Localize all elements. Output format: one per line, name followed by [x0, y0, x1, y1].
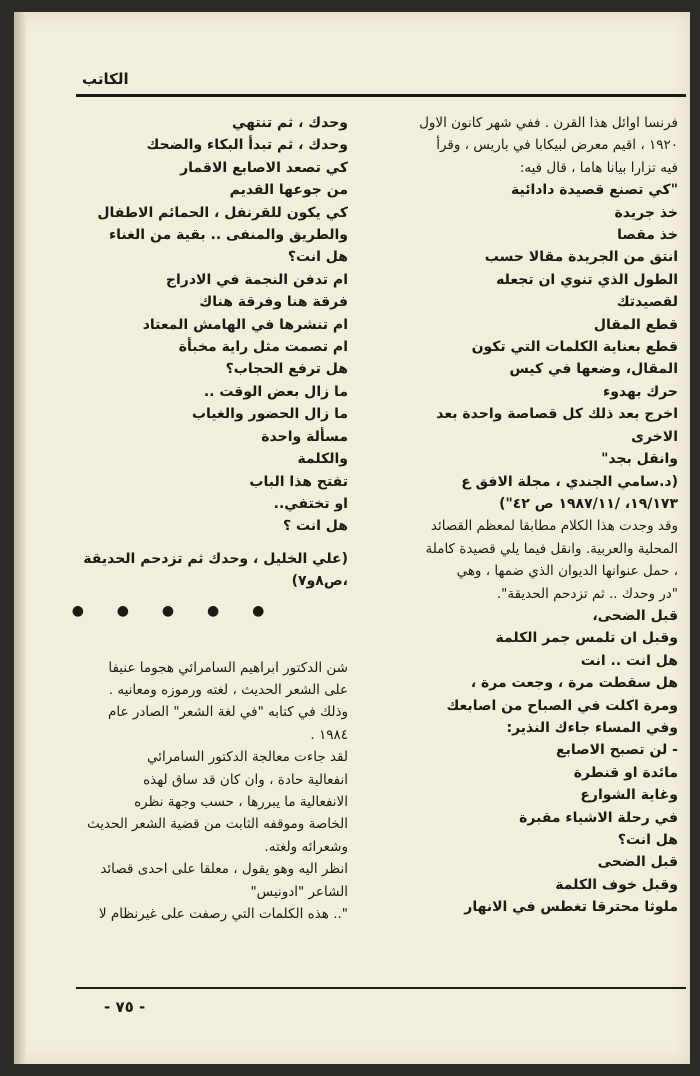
text-line: تفتح هذا الباب	[249, 473, 348, 490]
text-line: (علي الخليل ، وحدك ثم تزدحم الحديقة	[83, 550, 348, 567]
text-line: والطريق والمنفى .. بقية من الغناء	[109, 227, 348, 244]
right-text-column	[378, 112, 678, 919]
text-line: الطول الذي تنوي ان تجعله	[496, 271, 678, 288]
running-header-title: الكاتب	[82, 70, 129, 88]
text-line: ١٩٨٤ .	[310, 726, 348, 743]
text-line: ما زال الحضور والغياب	[191, 406, 348, 423]
text-line: لقد جاءت معالجة الدكتور السامرائي	[146, 749, 348, 766]
text-line: فيه تزارا بيانا هاما ، قال فيه:	[519, 159, 678, 176]
text-line: في رحلة الاشياء مقبرة	[519, 809, 678, 826]
text-line: هل انت؟	[287, 249, 348, 266]
text-line: "در وحدك .. ثم تزدحم الحديقة".	[496, 585, 678, 602]
page-spine-shadow	[14, 12, 26, 1064]
text-line: قبل الضحى	[597, 854, 678, 871]
text-line: المحلية والعربية. وانقل فيما يلي قصيدة كاملة	[425, 540, 678, 557]
text-line: قبل الضحى،	[592, 607, 678, 624]
section-separator: ● ● ● ● ●	[71, 602, 279, 619]
text-line: (د.سامي الجندي ، مجلة الافق ع	[461, 473, 678, 490]
text-line: ١٩/١٧٣، /١٩٨٧/١١ ص ٤٢")	[499, 495, 678, 512]
text-line: هل سقطت مرة ، وجعت مرة ،	[470, 675, 678, 692]
text-line: هل انت؟	[617, 832, 678, 848]
text-line: فرنسا اوائل هذا القرن . ففي شهر كانون الاول	[419, 115, 678, 131]
text-line: وحدك ، ثم تبدأ البكاء والضحك	[146, 137, 348, 154]
text-line: انفعالية حادة ، وان كان قد ساق لهذه	[143, 771, 348, 788]
text-line: المقال، وضعها في كيس	[509, 361, 678, 378]
text-line: كي يكون للقرنفل ، الحمائم الاطفال	[97, 204, 348, 221]
text-line: وانقل بجد"	[601, 451, 678, 468]
text-line: قطع المقال	[593, 316, 678, 333]
text-line: ،ص٨و٧)	[291, 573, 348, 590]
text-line: وحدك ، ثم تنتهي	[232, 115, 348, 131]
footer-rule	[76, 987, 686, 989]
text-line: ام تنشرها في الهامش المعتاد	[142, 316, 348, 333]
text-line: الاخرى	[631, 428, 678, 445]
text-line: "كي تصنع قصيدة دادائية	[510, 182, 678, 199]
text-line: وقبل خوف الكلمة	[555, 876, 678, 893]
text-line: شن الدكتور ابراهيم السامرائي هجوما عنيفا	[108, 659, 348, 676]
text-line: وفي المساء جاءك النذير:	[506, 719, 678, 736]
prose-block	[62, 657, 348, 926]
text-line: ١٩٢٠ ، اقيم معرض لبيكابا في باريس ، وقرأ	[436, 137, 678, 154]
text-line: ومرة اكلت في الصباح من اصابعك	[446, 697, 678, 714]
text-line: والكلمة	[297, 451, 348, 468]
text-line: مائدة او قنطرة	[573, 764, 678, 781]
header-rule	[76, 94, 686, 97]
text-line: اخرج بعد ذلك كل قصاصة واحدة بعد	[436, 406, 678, 423]
text-line: ام تصمت مثل راية مخبأة	[178, 339, 348, 356]
text-line: هل انت .. انت	[580, 652, 678, 669]
text-line: فرقة هنا وفرقة هناك	[199, 294, 348, 311]
poem-block	[62, 112, 348, 538]
text-line: على الشعر الحديث ، لغته ورموزه ومعانيه .	[108, 681, 348, 698]
text-line: هل ترفع الحجاب؟	[225, 361, 348, 378]
text-line: الخاصة وموقفه الثابت من قضية الشعر الحديث	[87, 816, 348, 833]
text-line: خذ مقصا	[617, 227, 678, 244]
text-line: - لن تصبح الاصابع	[556, 742, 678, 759]
text-line: الشاعر "ادونيس"	[250, 883, 348, 900]
text-line: هل انت ؟	[283, 518, 348, 535]
text-line: قطع بعناية الكلمات التي تكون	[471, 339, 678, 356]
text-line: ام تدفن النجمة في الادراج	[165, 271, 348, 288]
text-line: حرك بهدوء	[603, 383, 678, 400]
text-line: ما زال بعض الوقت ..	[203, 383, 348, 400]
text-line: من جوعها القديم	[229, 182, 348, 199]
text-line: ، حمل عنوانها الديوان الذي ضمها ، وهي	[456, 563, 678, 580]
text-line: كي تصعد الاصابع الاقمار	[180, 159, 348, 176]
poem-citation	[62, 548, 348, 593]
page-number: - ٧٥ -	[104, 998, 146, 1016]
text-line: مسألة واحدة	[261, 428, 348, 445]
text-line: وغاية الشوارع	[580, 787, 678, 804]
text-line: انتق من الجريدة مقالا حسب	[484, 249, 678, 266]
text-line: او تختفي..	[273, 495, 348, 512]
book-page	[14, 12, 690, 1064]
text-line: لقصيدتك	[616, 294, 678, 311]
text-line: وشعرائه ولغته.	[264, 838, 348, 855]
left-text-column	[62, 112, 348, 925]
text-line: وقبل ان تلمس جمر الكلمة	[495, 630, 678, 647]
text-line: وذلك في كتابه "في لغة الشعر" الصادر عام	[108, 704, 348, 721]
text-line: الانفعالية ما يبررها ، حسب وجهة نظره	[134, 793, 348, 810]
text-line: ".. هذه الكلمات التي رصفت على غيرنظام لا	[98, 906, 348, 922]
text-line: انظر اليه وهو يقول ، معلقا على احدى قصائد	[100, 861, 348, 878]
text-line: خذ جريدة	[614, 204, 678, 221]
text-line: ملوثا محترقا تغطس في الانهار	[464, 899, 678, 916]
text-line: وقد وجدت هذا الكلام مطابقا لمعظم القصائد	[430, 518, 678, 535]
